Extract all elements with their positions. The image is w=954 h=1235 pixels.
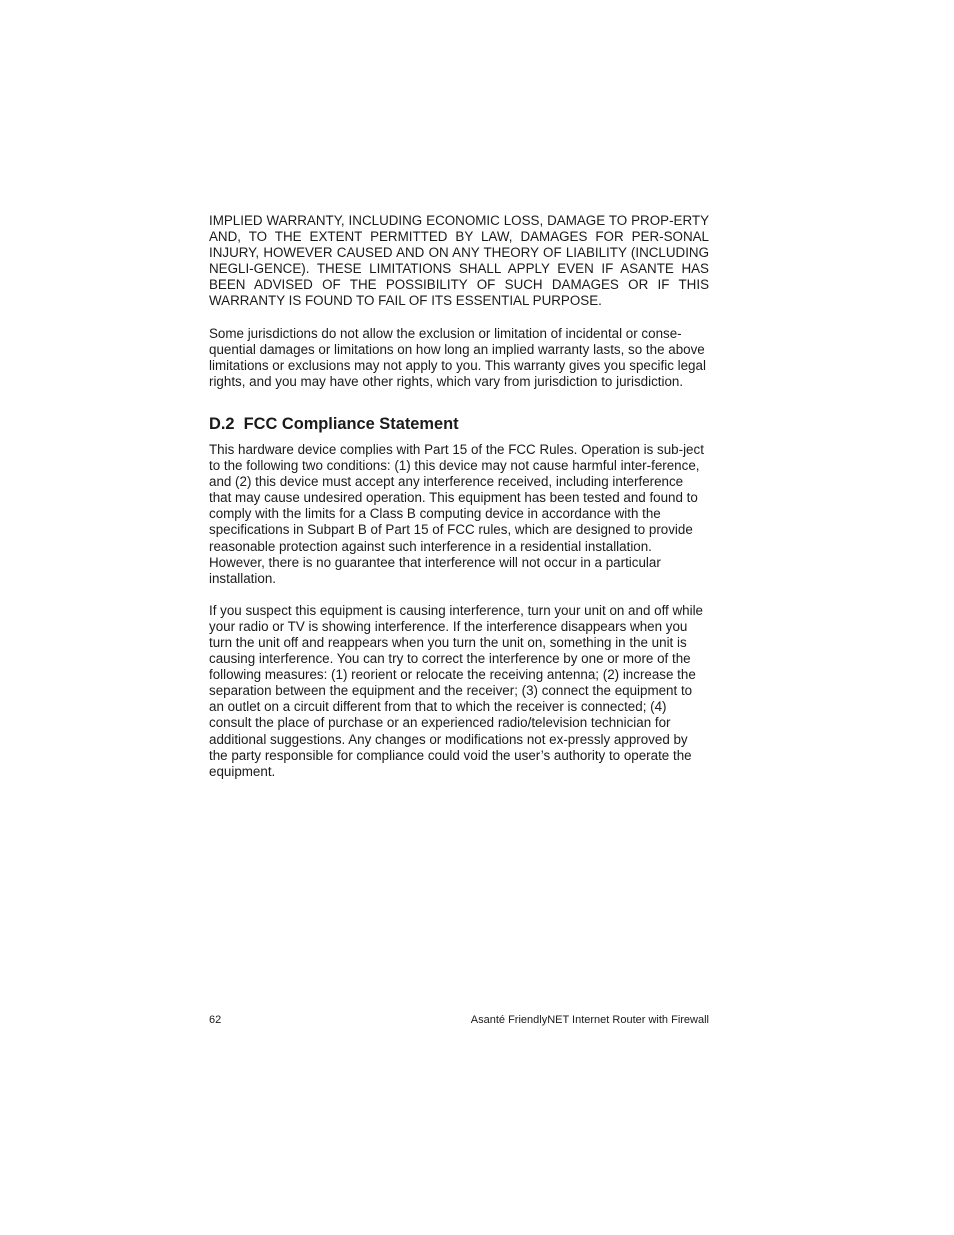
section-heading: D.2 FCC Compliance Statement	[209, 414, 459, 433]
jurisdictions-paragraph: Some jurisdictions do not allow the exclusion or limitation of incidental or conse-quential damages or limitations on how long an implied warranty lasts, so the above limitations or exclusions may not apply to you. This warranty gives you specific legal rights, and you may have other rights, which vary from jurisdiction to jurisdiction.	[209, 325, 706, 389]
page-content	[209, 213, 709, 780]
warranty-limitation-paragraph: IMPLIED WARRANTY, INCLUDING ECONOMIC LOSS, DAMAGE TO PROP-ERTY AND, TO THE EXTENT PERMITTED BY LAW, DAMAGES FOR PER-SONAL INJURY, HOWEVER CAUSED AND ON ANY THEORY OF LIABILITY (INCLUDING NEGLI-GENCE). THESE LIMITATIONS SHALL APPLY EVEN IF ASANTE HAS BEEN ADVISED OF THE POSSIBILITY OF SUCH DAMAGES OR IF THIS WARRANTY IS FOUND TO FAIL OF ITS ESSENTIAL PURPOSE.	[209, 213, 709, 309]
fcc-paragraph-1: This hardware device complies with Part 15 of the FCC Rules. Operation is sub-ject to the following two conditions: (1) this device may not cause harmful inter-ference, and (2) this device must accept any interference received, including interference that may cause undesired operation. This equipment has been tested and found to comply with the limits for a Class B computing device in accordance with the specifications in Subpart B of Part 15 of FCC rules, which are designed to provide reasonable protection against such interference in a residential installation. However, there is no guarantee that interference will not occur in a particular installation.	[209, 441, 704, 586]
page-number: 62	[209, 1014, 222, 1026]
footer-product-title: Asanté FriendlyNET Internet Router with Firewall	[470, 1014, 709, 1026]
fcc-paragraph-2: If you suspect this equipment is causing interference, turn your unit on and off while your radio or TV is showing interference. If the interference disappears when you turn the unit off and reappears when you turn the unit on, something in the unit is causing interference. You can try to correct the interference by one or more of the following measures: (1) reorient or relocate the receiving antenna; (2) increase the separation between the equipment and the receiver; (3) connect the equipment to an outlet on a circuit different from that to which the receiver is connected; (4) consult the place of purchase or an experienced radio/television technician for additional suggestions. Any changes or modifications not ex-pressly approved by the party responsible for compliance could void the user’s authority to operate the equipment.	[209, 602, 704, 779]
page-footer	[209, 1014, 709, 1027]
